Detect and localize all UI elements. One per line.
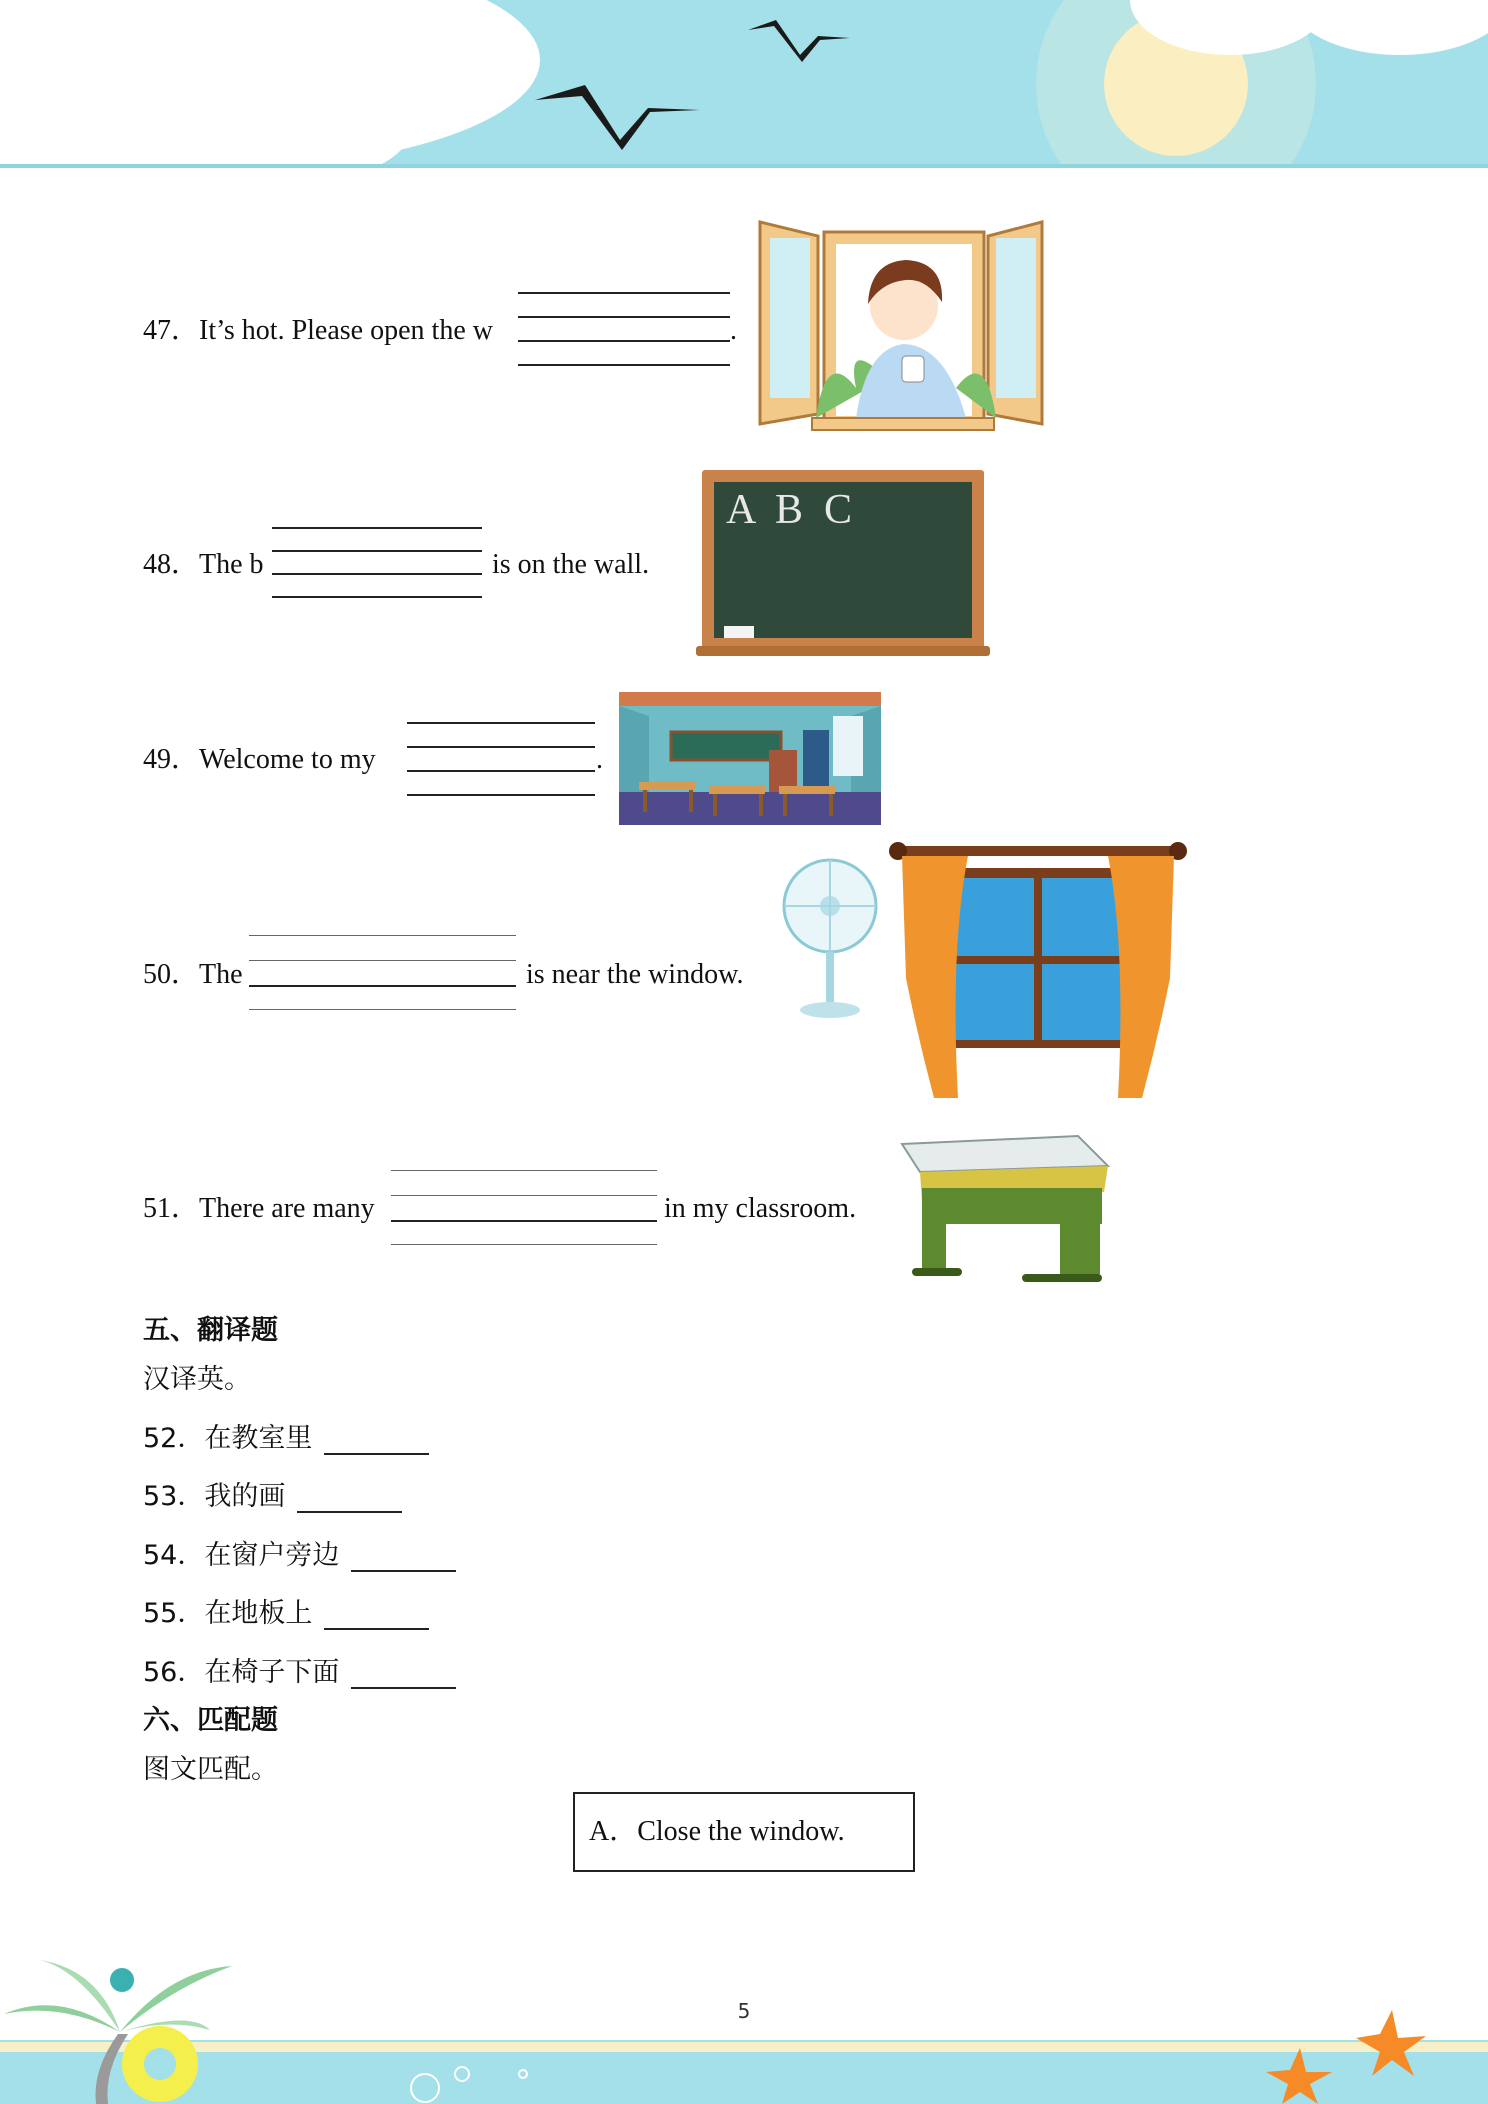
question-text: The [199, 959, 243, 990]
page-number: 5 [737, 1999, 751, 2023]
answer-blank-51[interactable] [391, 1170, 657, 1246]
match-option-a: A．Close the window. [573, 1792, 915, 1872]
blackboard-image [696, 470, 990, 658]
item-text: 在地板上 [204, 1598, 313, 1629]
item-number: 53． [143, 1481, 205, 1512]
item-number: 56． [143, 1657, 205, 1688]
life-ring-icon [122, 2026, 198, 2102]
answer-blank-48[interactable] [272, 527, 482, 599]
question-suffix: in my classroom. [664, 1193, 857, 1224]
header-decoration [0, 0, 1488, 168]
question-number: 48． [143, 549, 200, 580]
question-suffix: . [596, 744, 603, 775]
answer-blank-56[interactable] [351, 1663, 456, 1689]
question-50 [143, 958, 243, 992]
item-number: 52． [143, 1423, 205, 1454]
answer-blank-50[interactable] [249, 935, 516, 1011]
translation-item-54 [143, 1533, 456, 1572]
answer-blank-53[interactable] [297, 1487, 402, 1513]
translation-item-52 [143, 1416, 429, 1455]
answer-blank-54[interactable] [351, 1546, 456, 1572]
desk-image [892, 1132, 1110, 1290]
question-text: There are many [199, 1193, 375, 1224]
answer-blank-55[interactable] [324, 1604, 429, 1630]
question-number: 50． [143, 959, 200, 990]
question-48 [143, 548, 264, 582]
item-number: 54． [143, 1540, 205, 1571]
question-49 [143, 743, 376, 777]
item-text: 在椅子下面 [204, 1657, 340, 1688]
item-text: 在教室里 [204, 1423, 313, 1454]
question-number: 51． [143, 1193, 200, 1224]
blackboard-letters: A B C [726, 487, 853, 533]
question-47 [143, 314, 493, 348]
window-boy-image [756, 218, 1046, 436]
question-number: 47． [143, 315, 200, 346]
translation-item-56 [143, 1650, 456, 1689]
question-text: It’s hot. Please open the w [199, 315, 493, 346]
section-5-instruction: 汉译英。 [143, 1364, 251, 1395]
question-text: The b [199, 549, 264, 580]
answer-blank-52[interactable] [324, 1429, 429, 1455]
question-number: 49． [143, 744, 200, 775]
section-6-instruction: 图文匹配。 [143, 1754, 278, 1785]
question-suffix: . [730, 315, 737, 346]
item-text: 我的画 [204, 1481, 286, 1512]
question-51 [143, 1192, 375, 1226]
fan-image [778, 854, 878, 1022]
question-suffix: is near the window. [526, 959, 744, 990]
translation-item-55 [143, 1591, 429, 1630]
answer-blank-49[interactable] [407, 722, 595, 796]
translation-item-53 [143, 1474, 402, 1513]
classroom-image [619, 692, 881, 825]
question-text: Welcome to my [199, 744, 376, 775]
section-6-title: 六、匹配题 [143, 1705, 278, 1736]
question-suffix: is on the wall. [492, 549, 650, 580]
answer-blank-47[interactable] [518, 292, 730, 368]
item-text: 在窗户旁边 [204, 1540, 340, 1571]
item-number: 55． [143, 1598, 205, 1629]
section-5-title: 五、翻译题 [143, 1315, 278, 1346]
curtain-window-image [888, 838, 1188, 1106]
